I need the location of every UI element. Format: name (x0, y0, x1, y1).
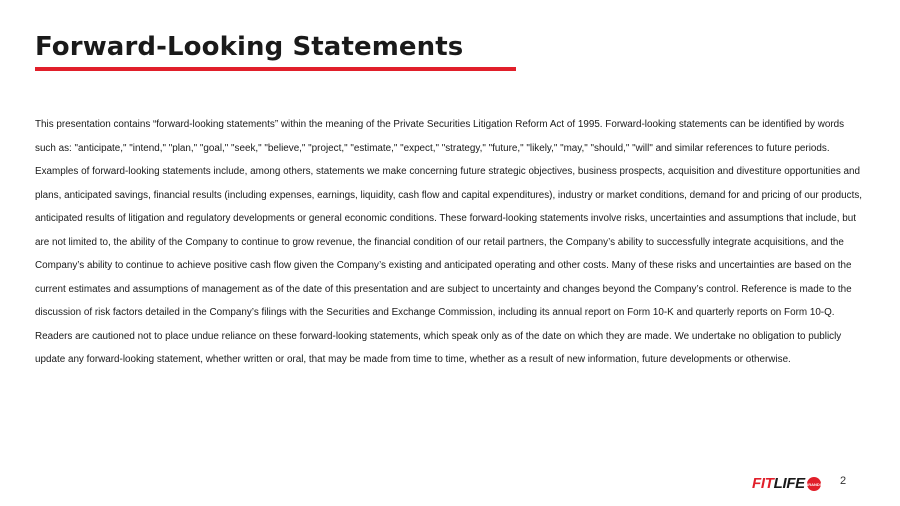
fitlife-brands-logo (752, 474, 821, 494)
page-number: 2 (840, 475, 847, 487)
slide-title: Forward-Looking Statements (35, 32, 464, 62)
logo-brands-badge: BRANDS (807, 477, 821, 491)
logo-fit-text: FIT (752, 475, 774, 492)
forward-looking-statement-paragraph: This presentation contains “forward-looking statements” within the meaning of the Private Securities Litigation Reform Act of 1995. Forward-looking statements can be identified by words such as: "anticipate," "intend," "plan," "goal," "seek," "believe," "project," "estimate," "expect," "strategy," "future," "likely," "may," "should," "will" and similar references to future periods. Examples of forward-looking statements include, among others, statements we make concerning future strategic objectives, business prospects, acquisition and divestiture opportunities and plans, anticipated savings, financial results (including expenses, earnings, liquidity, cash flow and capital expenditures), industry or market conditions, demand for and pricing of our products, anticipated results of litigation and regulatory developments or general economic conditions. These forward-looking statements involve risks, uncertainties and assumptions that include, but are not limited to, the ability of the Company to continue to grow revenue, the financial condition of our retail partners, the Company’s ability to successfully integrate acquisitions, and the Company’s ability to continue to achieve positive cash flow given the Company’s existing and anticipated operating and other costs. Many of these risks and uncertainties are based on the current estimates and assumptions of management as of the date of this presentation and are subject to uncertainty and changes beyond the Company’s control. Reference is made to the discussion of risk factors detailed in the Company’s filings with the Securities and Exchange Commission, including its annual report on Form 10-K and quarterly reports on Form 10-Q. Readers are cautioned not to place undue reliance on these forward-looking statements, which speak only as of the date on which they are made. We undertake no obligation to publicly update any forward-looking statement, whether written or oral, that may be made from time to time, whether as a result of new information, future developments or otherwise. (35, 119, 863, 365)
title-underline (35, 67, 516, 71)
logo-life-text: LIFE (773, 475, 805, 492)
